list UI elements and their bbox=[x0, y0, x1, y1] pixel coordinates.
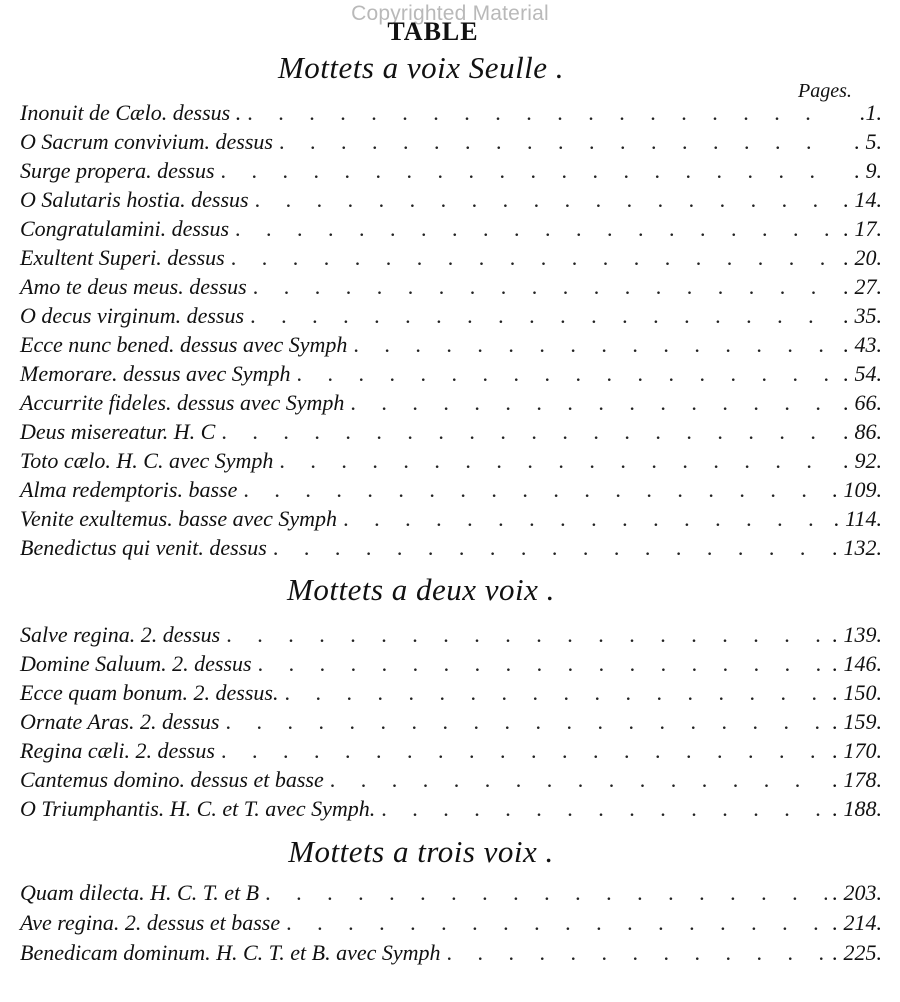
entry-title: Benedictus qui venit. dessus bbox=[20, 535, 267, 560]
dot-leader bbox=[243, 475, 826, 504]
entry-page-number: . 225. bbox=[832, 940, 882, 965]
toc-entry bbox=[20, 736, 882, 765]
dot-leader bbox=[284, 678, 826, 707]
entry-title: Benedicam dominum. H. C. T. et B. avec Symph bbox=[20, 940, 441, 965]
entry-title: Toto cælo. H. C. avec Symph bbox=[20, 448, 274, 473]
entry-title: Exultent Superi. dessus bbox=[20, 245, 225, 270]
dot-leader bbox=[255, 185, 836, 214]
toc-entry bbox=[20, 98, 882, 127]
toc-entry bbox=[20, 446, 882, 475]
toc-entry bbox=[20, 878, 882, 908]
entry-page-number: . 54. bbox=[843, 361, 882, 386]
entry-page-number: . 14. bbox=[843, 187, 882, 212]
entry-title: Surge propera. dessus bbox=[20, 158, 215, 183]
dot-leader bbox=[447, 938, 827, 968]
toc-entry bbox=[20, 330, 882, 359]
toc-entry bbox=[20, 707, 882, 736]
dot-leader bbox=[353, 330, 836, 359]
dot-leader bbox=[279, 446, 836, 475]
toc-entry bbox=[20, 127, 882, 156]
page-title: TABLE bbox=[387, 17, 479, 46]
toc-entry bbox=[20, 504, 882, 533]
dot-leader bbox=[286, 908, 826, 938]
section-heading-deux-voix: Mottets a deux voix . bbox=[287, 572, 555, 607]
dot-leader bbox=[231, 243, 836, 272]
entry-page-number: . 188. bbox=[832, 796, 882, 821]
toc-entry bbox=[20, 156, 882, 185]
entry-page-number: . 146. bbox=[832, 651, 882, 676]
entry-title: Quam dilecta. H. C. T. et B bbox=[20, 880, 260, 905]
entry-page-number: . 43. bbox=[843, 332, 882, 357]
entry-title: O Salutaris hostia. dessus bbox=[20, 187, 249, 212]
entry-title: Venite exultemus. basse avec Symph bbox=[20, 506, 338, 531]
toc-entry bbox=[20, 765, 882, 794]
entry-title: Ave regina. 2. dessus et basse bbox=[20, 910, 281, 935]
toc-entry bbox=[20, 185, 882, 214]
entry-page-number: .1. bbox=[860, 100, 882, 125]
entry-page-number: . 150. bbox=[832, 680, 882, 705]
toc-entry bbox=[20, 908, 882, 938]
entry-page-number: . 159. bbox=[832, 709, 882, 734]
entry-page-number: . 20. bbox=[843, 245, 882, 270]
entry-title: Amo te deus meus. dessus bbox=[20, 274, 247, 299]
entry-page-number: . 35. bbox=[843, 303, 882, 328]
entry-page-number: . 66. bbox=[843, 390, 882, 415]
entry-page-number: . 114. bbox=[834, 506, 882, 531]
dot-leader bbox=[381, 794, 826, 823]
entry-title: Ecce quam bonum. 2. dessus. bbox=[20, 680, 279, 705]
entry-title: Inonuit de Cælo. dessus . bbox=[20, 100, 242, 125]
dot-leader bbox=[265, 878, 826, 908]
dot-leader bbox=[221, 417, 836, 446]
dot-leader bbox=[221, 156, 836, 185]
dot-leader bbox=[279, 127, 836, 156]
entry-title: O Sacrum convivium. dessus bbox=[20, 129, 273, 154]
dot-leader bbox=[225, 707, 826, 736]
section-entries-deux-voix bbox=[20, 620, 882, 823]
entry-page-number: . 27. bbox=[843, 274, 882, 299]
dot-leader bbox=[253, 272, 836, 301]
entry-page-number: . 214. bbox=[832, 910, 882, 935]
entry-title: Salve regina. 2. dessus bbox=[20, 622, 221, 647]
toc-entry bbox=[20, 678, 882, 707]
entry-page-number: . 92. bbox=[843, 448, 882, 473]
dot-leader bbox=[226, 620, 826, 649]
toc-entry bbox=[20, 359, 882, 388]
dot-leader bbox=[250, 301, 836, 330]
toc-entry bbox=[20, 475, 882, 504]
entry-page-number: . 17. bbox=[843, 216, 882, 241]
entry-title: Deus misereatur. H. C bbox=[20, 419, 216, 444]
entry-page-number: . 9. bbox=[854, 158, 882, 183]
toc-entry bbox=[20, 301, 882, 330]
section-heading-voix-seulle: Mottets a voix Seulle . bbox=[277, 50, 565, 85]
dot-leader bbox=[273, 533, 827, 562]
toc-entry bbox=[20, 938, 882, 968]
entry-title: O decus virginum. dessus bbox=[20, 303, 245, 328]
entry-title: Domine Saluum. 2. dessus bbox=[20, 651, 252, 676]
entry-title: Ornate Aras. 2. dessus bbox=[20, 709, 220, 734]
section-entries-trois-voix bbox=[20, 878, 882, 968]
section-entries-voix-seulle bbox=[20, 98, 882, 562]
entry-title: Cantemus domino. dessus et basse bbox=[20, 767, 324, 792]
entry-page-number: . 109. bbox=[832, 477, 882, 502]
toc-entry bbox=[20, 794, 882, 823]
dot-leader bbox=[350, 388, 836, 417]
dot-leader bbox=[221, 736, 827, 765]
toc-entry bbox=[20, 272, 882, 301]
entry-page-number: . 203. bbox=[832, 880, 882, 905]
toc-entry bbox=[20, 533, 882, 562]
dot-leader bbox=[235, 214, 836, 243]
entry-title: Alma redemptoris. basse bbox=[20, 477, 238, 502]
toc-entry bbox=[20, 417, 882, 446]
entry-page-number: . 170. bbox=[832, 738, 882, 763]
dot-leader bbox=[330, 765, 827, 794]
entry-page-number: . 132. bbox=[832, 535, 882, 560]
entry-title: Accurrite fideles. dessus avec Symph bbox=[20, 390, 345, 415]
toc-entry bbox=[20, 243, 882, 272]
entry-title: O Triumphantis. H. C. et T. avec Symph. bbox=[20, 796, 376, 821]
pages-column-label: Pages. bbox=[798, 80, 852, 102]
toc-entry bbox=[20, 214, 882, 243]
dot-leader bbox=[296, 359, 836, 388]
copyright-watermark: Copyrighted Material bbox=[351, 2, 549, 25]
section-heading-trois-voix: Mottets a trois voix . bbox=[288, 834, 554, 869]
entry-page-number: . 86. bbox=[843, 419, 882, 444]
toc-entry bbox=[20, 620, 882, 649]
entry-title: Regina cæli. 2. dessus bbox=[20, 738, 215, 763]
toc-entry bbox=[20, 388, 882, 417]
entry-title: Memorare. dessus avec Symph bbox=[20, 361, 291, 386]
dot-leader bbox=[258, 649, 827, 678]
entry-title: Congratulamini. dessus bbox=[20, 216, 230, 241]
entry-page-number: . 5. bbox=[854, 129, 882, 154]
entry-page-number: . 139. bbox=[832, 622, 882, 647]
dot-leader bbox=[247, 98, 836, 127]
dot-leader bbox=[343, 504, 828, 533]
entry-page-number: . 178. bbox=[832, 767, 882, 792]
toc-entry bbox=[20, 649, 882, 678]
entry-title: Ecce nunc bened. dessus avec Symph bbox=[20, 332, 348, 357]
